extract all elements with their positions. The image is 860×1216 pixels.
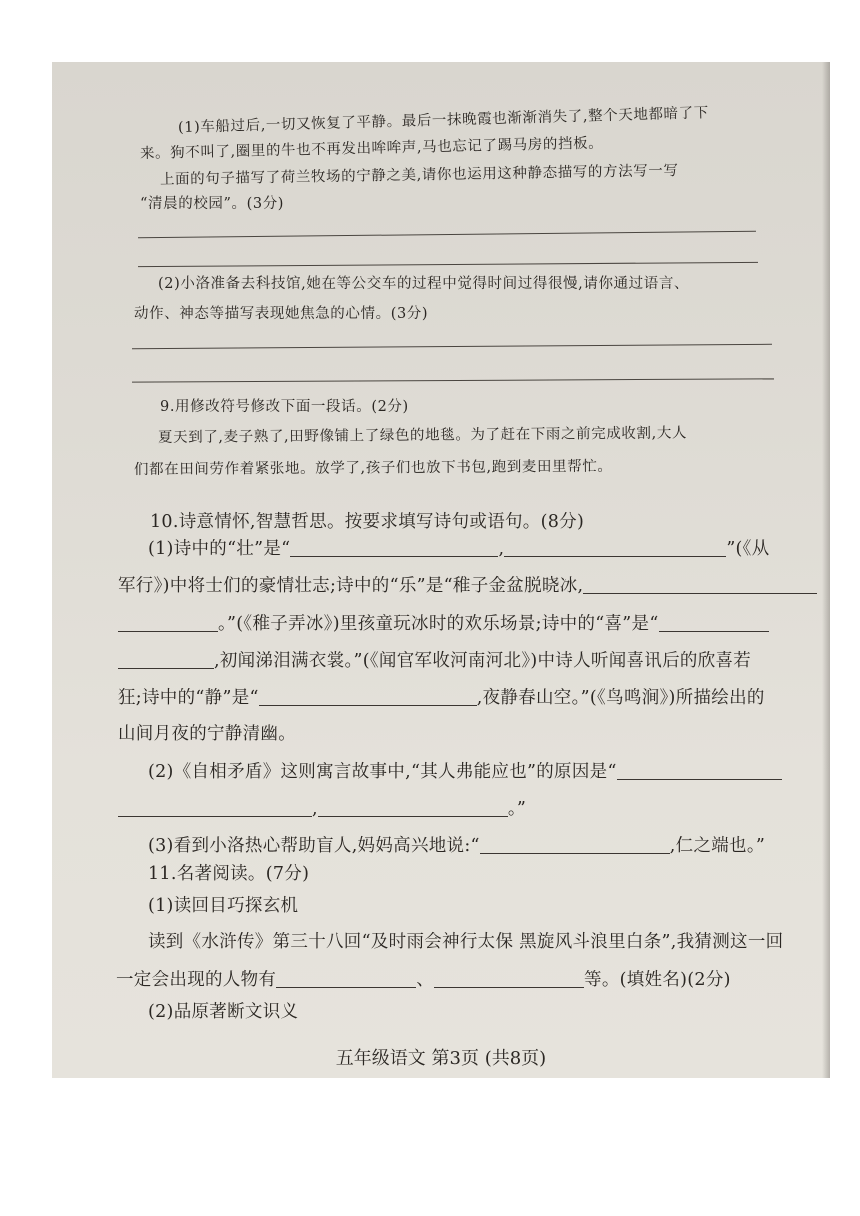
q10-line1-suffix: ”(《从 xyxy=(726,539,770,559)
blank-field[interactable] xyxy=(276,969,416,988)
q10-line4-text: ,初闻涕泪满衣裳。”(《闻官军收河南河北》)中诗人听闻喜讯后的欣喜若 xyxy=(214,651,752,671)
answer-line xyxy=(138,262,758,267)
q10-line5-suffix: ,夜静春山空。”(《鸟鸣涧》)所描绘出的 xyxy=(476,688,765,708)
q11-title: 11.名著阅读。(7分) xyxy=(148,864,310,884)
q11-line2 xyxy=(116,968,731,992)
q10-comma: , xyxy=(312,799,318,819)
page-footer: 五年级语文 第3页 (共8页) xyxy=(335,1048,547,1069)
blank-field[interactable] xyxy=(480,835,670,854)
blank-field[interactable] xyxy=(659,613,769,632)
q10-line6: 山间月夜的宁静清幽。 xyxy=(118,724,296,744)
q10-line8-suffix: 。” xyxy=(507,799,527,819)
q11-separator: 、 xyxy=(416,970,435,990)
q10-line7 xyxy=(148,760,782,784)
q11-subtitle-1: (1)读回目巧探玄机 xyxy=(148,896,299,916)
blank-field[interactable] xyxy=(118,650,214,669)
q8-p2-line1: (2)小洛准备去科技馆,她在等公交车的过程中觉得时间过得很慢,请你通过语言、 xyxy=(158,276,690,292)
q8-p1-line1: (1)车船过后,一切又恢复了平静。最后一抹晚霞也渐渐消失了,整个天地都暗了下 xyxy=(177,105,710,136)
q10-line3 xyxy=(118,612,769,636)
q10-line9-prefix: (3)看到小洛热心帮助盲人,妈妈高兴地说:“ xyxy=(148,836,480,856)
q8-p2-line2: 动作、神态等描写表现她焦急的心情。(3分) xyxy=(134,306,429,322)
page-shadow-edge xyxy=(822,62,830,1078)
q10-line2 xyxy=(118,574,817,598)
q10-line2-text: 军行》)中将士们的豪情壮志;诗中的“乐”是“稚子金盆脱晓冰, xyxy=(118,576,584,596)
q11-line2-prefix: 一定会出现的人物有 xyxy=(116,970,277,990)
answer-line xyxy=(132,378,774,382)
blank-field[interactable] xyxy=(259,687,477,706)
blank-field[interactable] xyxy=(118,613,218,632)
blank-field[interactable] xyxy=(617,761,782,780)
q10-line9-suffix: ,仁之端也。” xyxy=(669,836,766,856)
blank-field[interactable] xyxy=(118,798,312,817)
q11-line2-suffix: 等。(填姓名)(2分) xyxy=(584,970,731,990)
answer-line xyxy=(132,344,772,349)
blank-field[interactable] xyxy=(504,538,726,557)
blank-field[interactable] xyxy=(434,969,584,988)
q10-comma: , xyxy=(498,539,505,559)
q10-title: 10.诗意情怀,智慧哲思。按要求填写诗句或语句。(8分) xyxy=(150,512,585,532)
q8-p1-line4: “清晨的校园”。(3分) xyxy=(140,196,285,212)
q10-line1-prefix: (1)诗中的“壮”是“ xyxy=(148,539,291,559)
exam-page-photo xyxy=(52,62,830,1078)
q9-title: 9.用修改符号修改下面一段话。(2分) xyxy=(160,399,409,415)
q11-line1: 读到《水浒传》第三十八回“及时雨会神行太保 黑旋风斗浪里白条”,我猜测这一回 xyxy=(148,932,784,952)
q10-line4 xyxy=(118,649,751,673)
q8-p1-line3: 上面的句子描写了荷兰牧场的宁静之美,请你也运用这种静态描写的方法写一写 xyxy=(159,162,679,188)
q9-line1: 夏天到了,麦子熟了,田野像铺上了绿色的地毯。为了赶在下雨之前完成收割,大人 xyxy=(157,425,688,446)
q8-p1-line2: 来。狗不叫了,圈里的牛也不再发出哞哞声,马也忘记了踢马房的挡板。 xyxy=(139,135,604,162)
blank-field[interactable] xyxy=(583,575,817,594)
q10-line5-prefix: 狂;诗中的“静”是“ xyxy=(118,688,259,708)
q11-subtitle-2: (2)品原著断文识义 xyxy=(148,1002,299,1022)
q10-line3-text: 。”(《稚子弄冰》)里孩童玩冰时的欢乐场景;诗中的“喜”是“ xyxy=(218,614,659,634)
q10-line8 xyxy=(118,797,526,821)
blank-field[interactable] xyxy=(290,538,498,557)
answer-line xyxy=(138,231,756,238)
q10-line7-text: (2)《自相矛盾》这则寓言故事中,“其人弗能应也”的原因是“ xyxy=(148,762,617,782)
q10-line1 xyxy=(148,537,770,561)
blank-field[interactable] xyxy=(318,798,508,817)
q9-line2: 们都在田间劳作着紧张地。放学了,孩子们也放下书包,跑到麦田里帮忙。 xyxy=(133,458,613,478)
q10-line5 xyxy=(118,686,765,710)
q10-line9 xyxy=(148,834,765,858)
